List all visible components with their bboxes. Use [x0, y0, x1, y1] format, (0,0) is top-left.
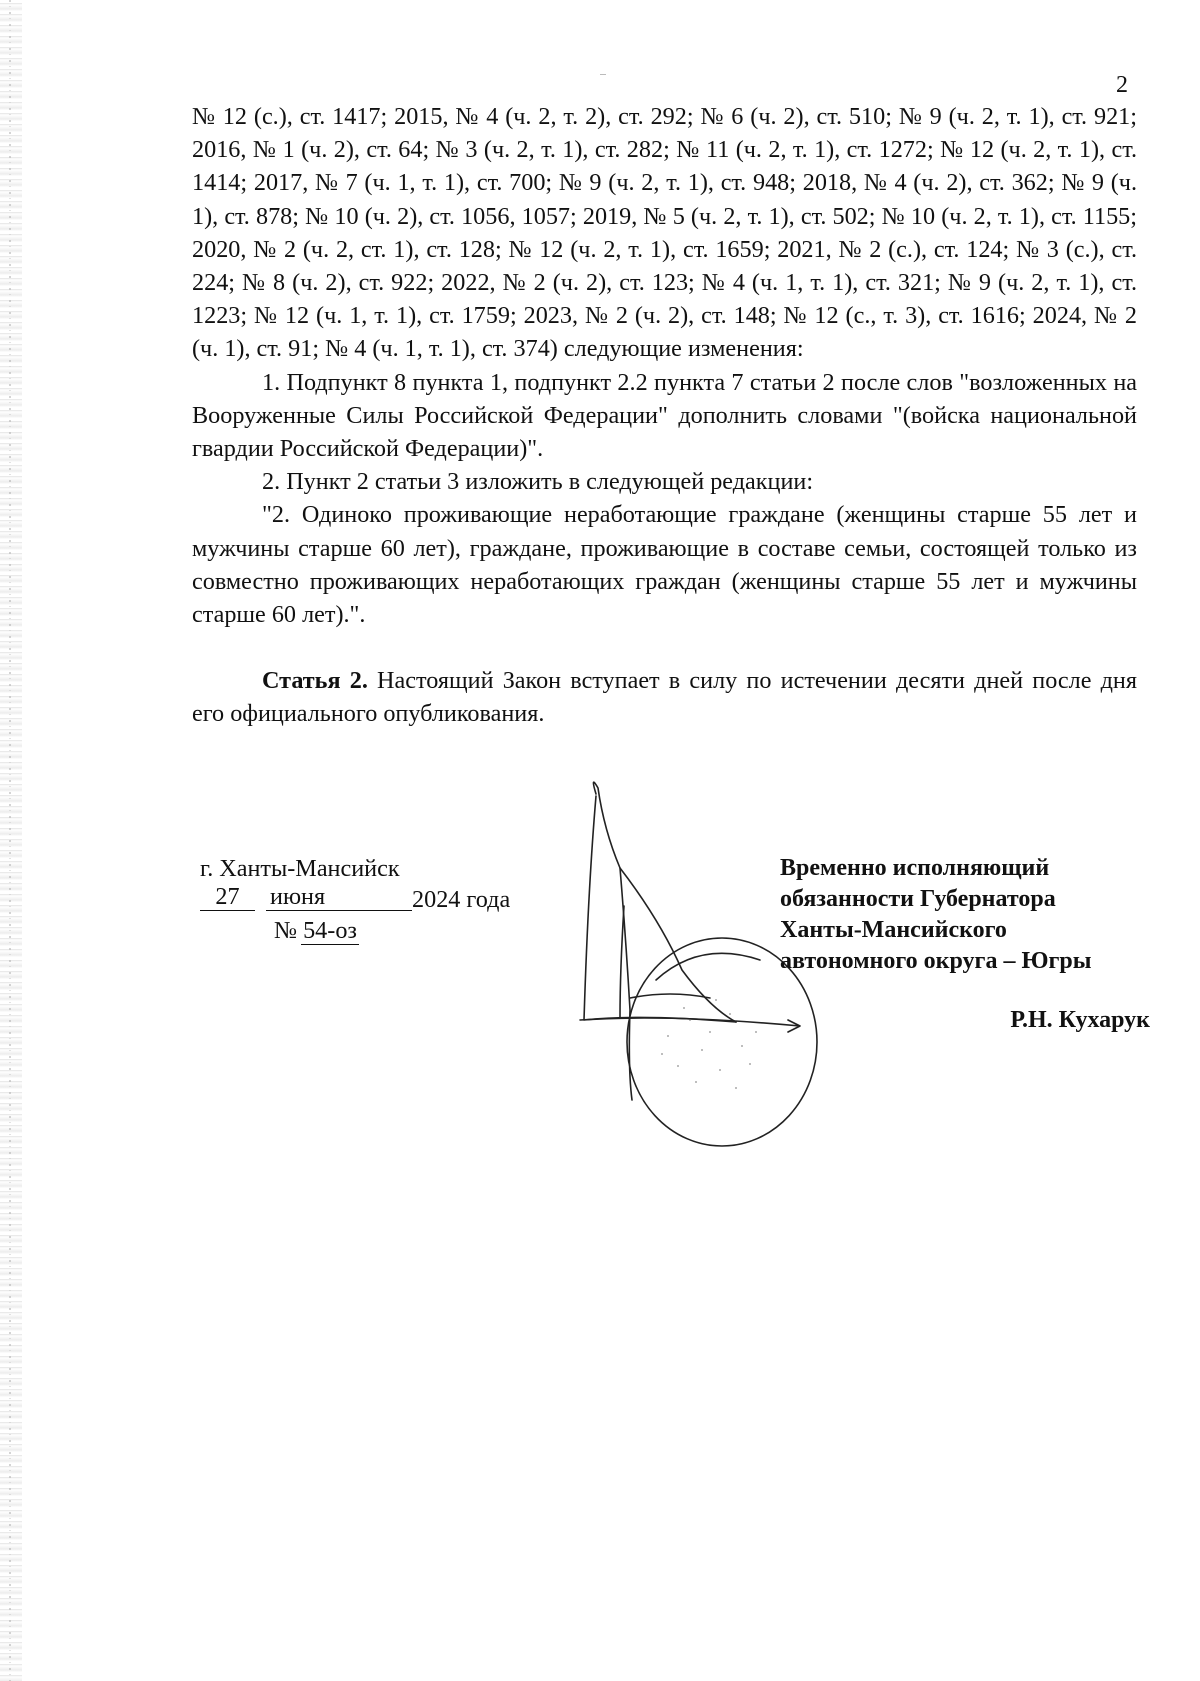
governor-title-line: обязанности Губернатора: [780, 886, 1056, 912]
law-number: 54-оз: [303, 917, 357, 944]
law-number-line: [200, 915, 400, 946]
page-number: 2: [1116, 72, 1128, 98]
amendment-new-text: "2. Одиноко проживающие неработающие граждане (женщины старше 55 лет и мужчины старше 60 лет), граждане, проживающие в составе семьи, состоящей только из совместно проживающих неработающих граждан (женщины старше 55 лет и мужчины старше 60 лет).".: [192, 501, 1137, 629]
governor-title-line: автономного округа – Югры: [780, 948, 1092, 974]
seal-stipple: [661, 999, 757, 1089]
signature-stroke: [593, 782, 736, 1022]
city: г. Ханты-Мансийск: [200, 855, 400, 882]
article-2: [192, 664, 1137, 730]
date-day: 27: [200, 884, 255, 911]
scan-dot: [600, 74, 606, 75]
document-body: [192, 100, 1137, 731]
governor-title-line: Временно исполняющий: [780, 855, 1050, 881]
scan-edge-artifact: [0, 0, 22, 1681]
law-number-prefix: №: [274, 917, 298, 944]
governor-title-line: Ханты-Мансийского: [780, 917, 1007, 943]
amendment-item-2: 2. Пункт 2 статьи 3 изложить в следующей редакции:: [262, 468, 814, 496]
date-line: [200, 883, 511, 915]
place-and-date-block: [200, 853, 511, 946]
date-month: июня: [266, 884, 412, 911]
signature-stroke: [620, 868, 632, 1100]
governor-title: [780, 853, 1091, 977]
amendments-citation-paragraph: № 12 (с.), ст. 1417; 2015, № 4 (ч. 2, т. 2), ст. 292; № 6 (ч. 2), ст. 510; № 9 (ч. 2, т. 1), ст. 921; 2016, № 1 (ч. 2), ст. 64; № 3 (ч. 2, т. 1), ст. 282; № 11 (ч. 2, т. 1), ст. 1272; № 12 (ч. 2, т. 1), ст. 1414; 2017, № 7 (ч. 1, т. 1), ст. 700; № 9 (ч. 2, т. 1), ст. 948; 2018, № 4 (ч. 2), ст. 362; № 9 (ч. 1), ст. 878; № 10 (ч. 2), ст. 1056, 1057; 2019, № 5 (ч. 2, т. 1), ст. 502; № 10 (ч. 2, т. 1), ст. 1155; 2020, № 2 (ч. 2, ст. 1), ст. 128; № 12 (ч. 2, т. 1), ст. 1659; 2021, № 2 (с.), ст. 124; № 3 (с.), ст. 224; № 8 (ч. 2), ст. 922; 2022, № 2 (ч. 2), ст. 123; № 4 (ч. 1, т. 1), ст. 321; № 9 (ч. 2, т. 1), ст. 1223; № 12 (ч. 1, т. 1), ст. 1759; 2023, № 2 (ч. 2), ст. 148; № 12 (с., т. 3), ст. 1616; 2024, № 2 (ч. 1), ст. 91; № 4 (ч. 1, т. 1), ст. 374) следующие изменения:: [192, 103, 1137, 363]
signature-stroke: [620, 906, 624, 1018]
date-year: 2024 года: [412, 886, 511, 913]
article-2-heading: Статья 2.: [262, 667, 368, 695]
governor-name: Р.Н. Кухарук: [1010, 1007, 1150, 1033]
article-2-text: Настоящий Закон вступает в силу по истечении десяти дней после дня его официального опубликования.: [192, 667, 1137, 728]
city-line: [200, 853, 400, 884]
amendment-item-1: 1. Подпункт 8 пункта 1, подпункт 2.2 пункта 7 статьи 2 после слов "возложенных на Вооруженные Силы Российской Федерации" дополнить словами "(войска национальной гвардии Российской Федерации)".: [192, 368, 1137, 463]
signature-stroke: [630, 994, 710, 998]
signature-stroke: [656, 953, 760, 980]
